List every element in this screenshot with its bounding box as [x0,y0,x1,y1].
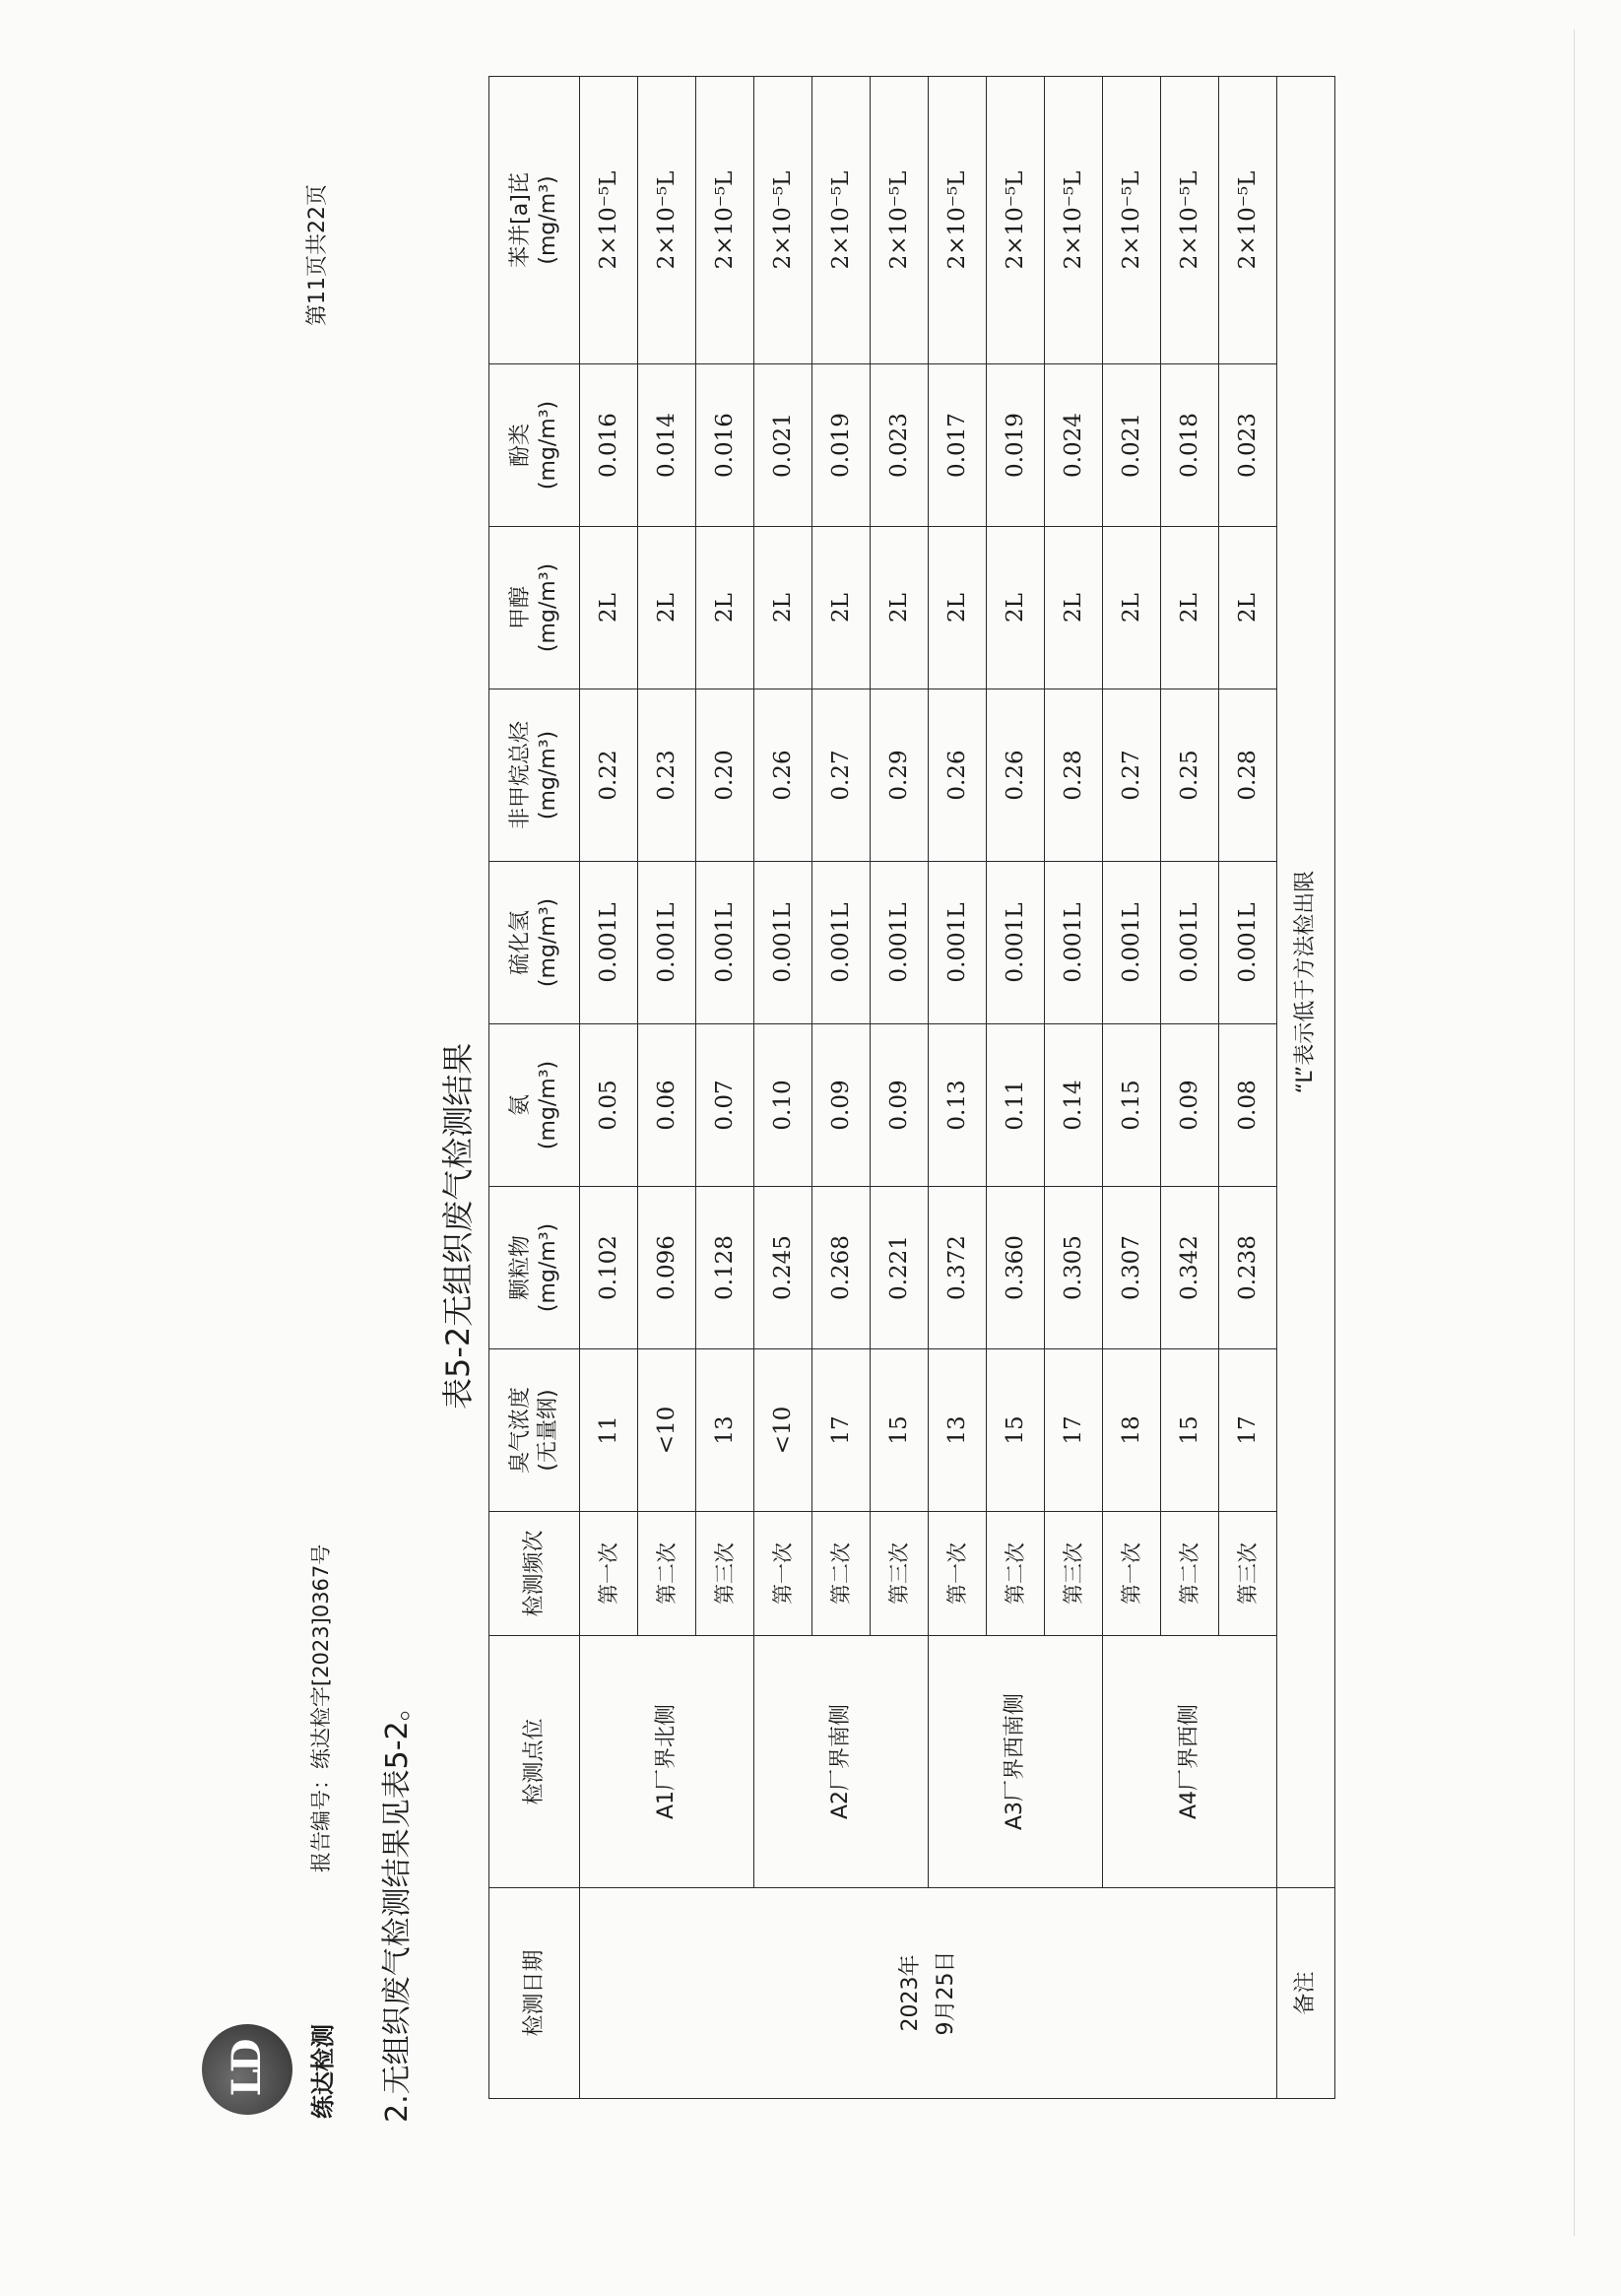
value-cell: 0.001L [638,862,696,1024]
frequency-cell: 第三次 [1219,1512,1277,1636]
value-cell: 2L [929,527,987,689]
date-line: 9月25日 [933,1950,958,2036]
frequency-cell: 第一次 [929,1512,987,1636]
remark-label: 备注 [1277,1888,1335,2099]
column-header-line: (mg/m³) [535,730,560,820]
value-cell: 0.102 [580,1187,638,1349]
column-header-line: 酚类 [508,424,533,468]
frequency-cell: 第一次 [580,1512,638,1636]
frequency-cell: 第二次 [987,1512,1045,1636]
column-header-line: 硫化氢 [508,910,533,976]
column-header [489,1024,580,1187]
remark-row [1277,77,1335,2099]
site-cell: A4厂界西侧 [1103,1636,1277,1888]
value-cell: 2×10⁻⁵L [871,77,929,364]
value-cell: 0.10 [754,1024,812,1187]
value-cell: 0.017 [929,364,987,527]
value-cell: 0.021 [754,364,812,527]
value-cell: 0.14 [1045,1024,1103,1187]
value-cell: 0.11 [987,1024,1045,1187]
table-row [929,77,987,2099]
column-header-line: 甲醇 [508,586,533,630]
column-header-line: (无量纲) [535,1389,560,1472]
column-header [489,527,580,689]
value-cell: 0.26 [754,689,812,862]
column-header [489,1512,580,1636]
value-cell: 15 [1161,1349,1219,1512]
column-header-line: 苯并[a]芘 [508,172,533,268]
column-header-line: 非甲烷总烃 [508,721,533,830]
value-cell: 2L [871,527,929,689]
value-cell: 0.018 [1161,364,1219,527]
value-cell: 2L [1103,527,1161,689]
value-cell: 0.25 [1161,689,1219,862]
column-header-line: 颗粒物 [508,1235,533,1301]
page-number: 第11页共22页 [305,184,330,326]
value-cell: 0.001L [871,862,929,1024]
value-cell: 0.001L [1219,862,1277,1024]
value-cell: 0.023 [1219,364,1277,527]
value-cell: 0.016 [696,364,754,527]
value-cell: 0.372 [929,1187,987,1349]
column-header [489,1888,580,2099]
value-cell: 2×10⁻⁵L [929,77,987,364]
value-cell: 2×10⁻⁵L [812,77,871,364]
value-cell: 0.221 [871,1187,929,1349]
value-cell: 0.26 [987,689,1045,862]
value-cell: 0.307 [1103,1187,1161,1349]
column-header [489,862,580,1024]
value-cell: 13 [696,1349,754,1512]
value-cell: <10 [754,1349,812,1512]
table-row [754,77,812,2099]
value-cell: 0.021 [1103,364,1161,527]
column-header-line: 检测频次 [521,1530,547,1617]
value-cell: 2×10⁻⁵L [1103,77,1161,364]
value-cell: 2L [987,527,1045,689]
frequency-cell: 第二次 [638,1512,696,1636]
column-header-line: (mg/m³) [535,400,560,491]
frequency-cell: 第三次 [1045,1512,1103,1636]
value-cell: 0.23 [638,689,696,862]
value-cell: 0.20 [696,689,754,862]
value-cell: 0.001L [696,862,754,1024]
value-cell: 2L [1045,527,1103,689]
value-cell: 2×10⁻⁵L [580,77,638,364]
value-cell: 0.023 [871,364,929,527]
frequency-cell: 第三次 [696,1512,754,1636]
column-header-line: (mg/m³) [535,1060,560,1150]
value-cell: 2L [754,527,812,689]
column-header [489,1187,580,1349]
value-cell: 0.13 [929,1024,987,1187]
value-cell: 0.28 [1045,689,1103,862]
value-cell: 0.001L [929,862,987,1024]
results-table [488,76,1335,2099]
value-cell: 2×10⁻⁵L [696,77,754,364]
column-header-line: (mg/m³) [535,175,560,265]
column-header-line: (mg/m³) [535,562,560,653]
value-cell: 2×10⁻⁵L [1045,77,1103,364]
value-cell: 0.09 [812,1024,871,1187]
value-cell: 0.360 [987,1187,1045,1349]
frequency-cell: 第一次 [1103,1512,1161,1636]
site-cell: A1厂界北侧 [580,1636,754,1888]
value-cell: 0.019 [987,364,1045,527]
value-cell: 2×10⁻⁵L [638,77,696,364]
column-header-line: 检测点位 [521,1718,547,1805]
value-cell: 13 [929,1349,987,1512]
date-cell [580,1888,1277,2099]
column-header [489,1636,580,1888]
site-cell: A2厂界南侧 [754,1636,929,1888]
column-header-line: (mg/m³) [535,1222,560,1313]
value-cell: 18 [1103,1349,1161,1512]
column-header-line: 检测日期 [521,1949,547,2037]
section-intro: 2.无组织废气检测结果见表5-2。 [380,1691,415,2123]
value-cell: 11 [580,1349,638,1512]
value-cell: 15 [987,1349,1045,1512]
value-cell: 0.001L [754,862,812,1024]
value-cell: 0.27 [812,689,871,862]
value-cell: 0.001L [1045,862,1103,1024]
value-cell: 0.08 [1219,1024,1277,1187]
value-cell: 0.001L [987,862,1045,1024]
report-number: 报告编号：练达检字[2023]0367号 [309,1543,333,1872]
value-cell: 0.09 [1161,1024,1219,1187]
company-logo-icon: LD [202,2024,292,2115]
column-header [489,364,580,527]
table-header-row [489,77,580,2099]
value-cell: 0.001L [580,862,638,1024]
value-cell: 0.29 [871,689,929,862]
value-cell: 2×10⁻⁵L [754,77,812,364]
value-cell: 17 [1045,1349,1103,1512]
value-cell: 0.001L [812,862,871,1024]
value-cell: 0.128 [696,1187,754,1349]
column-header-line: 氨 [508,1094,533,1117]
column-header-line: 臭气浓度 [508,1387,533,1475]
value-cell: 0.305 [1045,1187,1103,1349]
remark-text: “L”表示低于方法检出限 [1277,77,1335,1888]
table-title: 表5-2无组织废气检测结果 [439,1042,477,1410]
value-cell: 2L [580,527,638,689]
value-cell: 0.05 [580,1024,638,1187]
value-cell: 2L [812,527,871,689]
value-cell: 0.26 [929,689,987,862]
value-cell: 0.22 [580,689,638,862]
value-cell: 0.014 [638,364,696,527]
company-name: 练达检测 [309,2024,337,2119]
value-cell: 0.019 [812,364,871,527]
frequency-cell: 第一次 [754,1512,812,1636]
frequency-cell: 第二次 [812,1512,871,1636]
table-row [1103,77,1161,2099]
value-cell: 2L [696,527,754,689]
value-cell: 15 [871,1349,929,1512]
value-cell: 0.268 [812,1187,871,1349]
value-cell: <10 [638,1349,696,1512]
value-cell: 2L [638,527,696,689]
value-cell: 0.09 [871,1024,929,1187]
table-row [580,77,638,2099]
value-cell: 0.024 [1045,364,1103,527]
value-cell: 2×10⁻⁵L [1161,77,1219,364]
value-cell: 0.238 [1219,1187,1277,1349]
value-cell: 0.342 [1161,1187,1219,1349]
date-line: 2023年 [898,1954,924,2032]
column-header [489,1349,580,1512]
value-cell: 2×10⁻⁵L [1219,77,1277,364]
column-header-line: (mg/m³) [535,897,560,988]
column-header [489,77,580,364]
value-cell: 0.28 [1219,689,1277,862]
frequency-cell: 第二次 [1161,1512,1219,1636]
value-cell: 0.07 [696,1024,754,1187]
value-cell: 0.016 [580,364,638,527]
value-cell: 0.06 [638,1024,696,1187]
value-cell: 0.096 [638,1187,696,1349]
frequency-cell: 第三次 [871,1512,929,1636]
value-cell: 2L [1219,527,1277,689]
value-cell: 17 [812,1349,871,1512]
site-cell: A3厂界西南侧 [929,1636,1103,1888]
value-cell: 2L [1161,527,1219,689]
value-cell: 0.27 [1103,689,1161,862]
column-header [489,689,580,862]
value-cell: 0.15 [1103,1024,1161,1187]
value-cell: 0.245 [754,1187,812,1349]
value-cell: 2×10⁻⁵L [987,77,1045,364]
value-cell: 0.001L [1161,862,1219,1024]
value-cell: 0.001L [1103,862,1161,1024]
value-cell: 17 [1219,1349,1277,1512]
